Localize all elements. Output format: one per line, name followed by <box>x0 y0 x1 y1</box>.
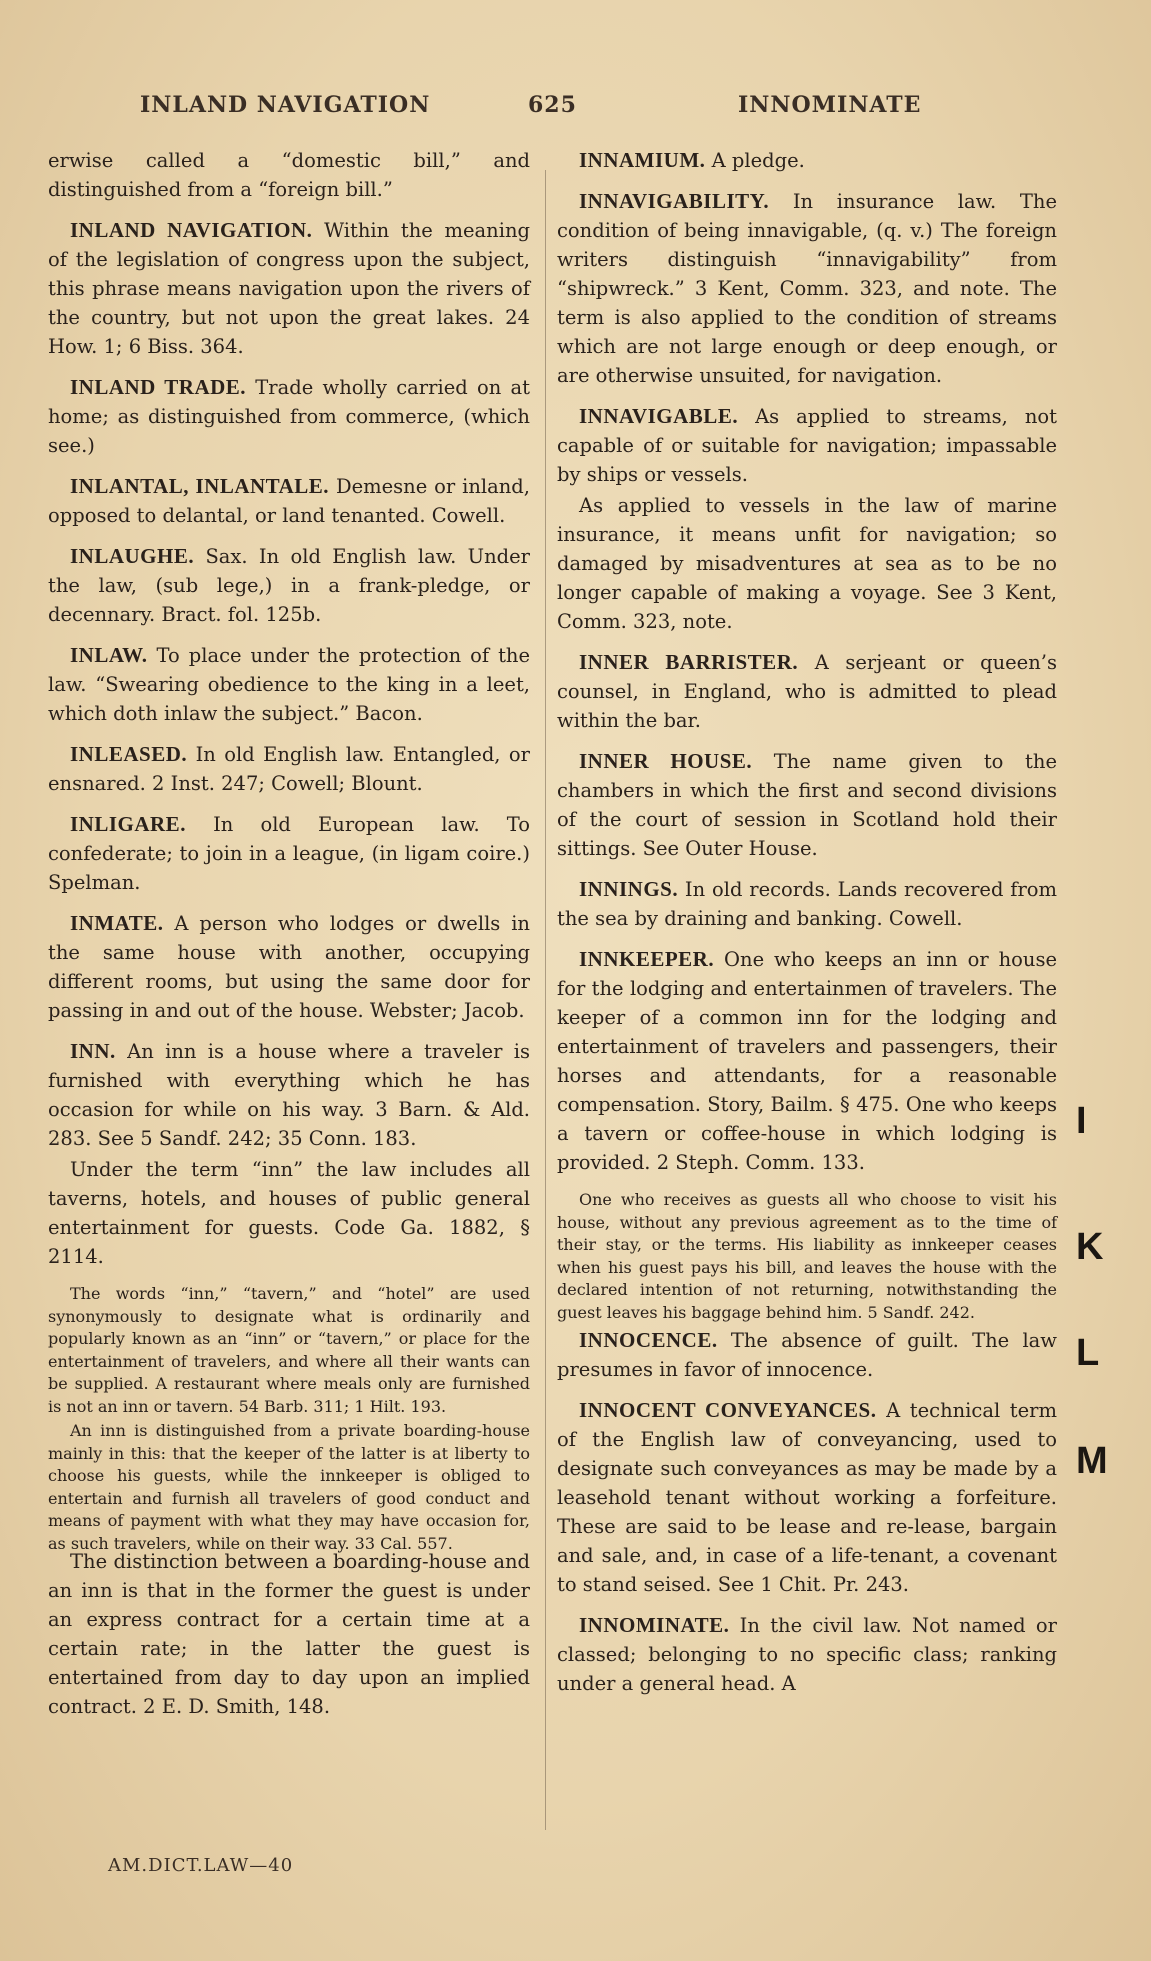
entry-headword: INNKEEPER. <box>579 947 715 971</box>
entry-text: To place under the protection of the law. “Swearing obedience to the king in a leet, which doth inlaw the subject.” Bacon. <box>48 644 531 725</box>
entry-text: Within the meaning of the legislation of congress upon the subject, this phrase means navigation upon the rivers of the country, but not upon the great lakes. 24 How. 1; 6 Biss. 364. <box>48 219 530 358</box>
dictionary-entry <box>557 945 1057 1177</box>
entry-note <box>557 1189 1057 1324</box>
entry-text: Demesne or inland, opposed to delantal, or land tenanted. Cowell. <box>48 475 530 527</box>
entry-headword: INNAMIUM. <box>579 148 706 172</box>
dictionary-entry <box>48 810 530 897</box>
entry-headword: INLAW. <box>70 643 148 667</box>
entry-note <box>48 1283 530 1418</box>
column-divider <box>545 170 546 1830</box>
entry-text: In old records. Lands recovered from the sea by draining and banking. Cowell. <box>557 878 1058 930</box>
header-left-guide-word: INLAND NAVIGATION <box>140 92 431 118</box>
dictionary-entry <box>48 641 530 728</box>
entry-text: Under the term “inn” the law includes all taverns, hotels, and houses of public general entertainment for guests. Code Ga. 1882, § 2114. <box>48 1158 530 1268</box>
entry-headword: INLAUGHE. <box>70 544 195 568</box>
entry-paragraph <box>48 1547 530 1721</box>
entry-headword: INN. <box>70 1039 116 1063</box>
entry-text: An inn is a house where a traveler is furnished with everything which he has occasion for while on his way. 3 Barn. & Ald. 283. See 5 Sandf. 242; 35 Conn. 183. <box>48 1040 530 1150</box>
dictionary-entry <box>557 747 1057 863</box>
page-number: 625 <box>528 92 577 118</box>
entry-headword: INMATE. <box>70 911 164 935</box>
dictionary-entry <box>557 648 1057 735</box>
dictionary-entry <box>557 402 1057 489</box>
entry-text: In old European law. To confederate; to join in a league, (in ligam coire.) Spelman. <box>48 813 531 894</box>
entry-headword: INNER BARRISTER. <box>579 650 799 674</box>
dictionary-entry <box>557 1326 1057 1384</box>
entry-text: The distinction between a boarding-house and an inn is that in the former the guest is under an express contract for a certain time at a certain rate; in the latter the guest is entertained from day to day upon an implied contract. 2 E. D. Smith, 148. <box>48 1550 530 1718</box>
entry-text: As applied to vessels in the law of marine insurance, it means unfit for navigation; so damaged by misadventures at sea as to be no longer capable of making a voyage. See 3 Kent, Comm. 323, note. <box>557 494 1057 633</box>
dictionary-entry <box>48 909 530 1025</box>
entry-text: In old English law. Entangled, or ensnared. 2 Inst. 247; Cowell; Blount. <box>48 743 530 795</box>
entry-text: One who keeps an inn or house for the lodging and entertainmen of travelers. The keeper of a common inn for the lodging and entertainment of travelers and passengers, their horses and attendants, for a reasonable compensation. Story, Bailm. § 475. One who keeps a tavern or coffee-house in which lodging is provided. 2 Steph. Comm. 133. <box>557 948 1057 1174</box>
running-header <box>0 92 1151 126</box>
dictionary-entry <box>48 542 530 629</box>
entry-text: A serjeant or queen’s counsel, in England, who is admitted to plead within the bar. <box>557 651 1057 732</box>
entry-text: Sax. In old English law. Under the law, (sub lege,) in a frank-pledge, or decennary. Bract. fol. 125b. <box>48 545 531 626</box>
entry-text: Trade wholly carried on at home; as distinguished from commerce, (which see.) <box>48 376 530 457</box>
entry-text: erwise called a “domestic bill,” and distinguished from a “foreign bill.” <box>48 149 530 201</box>
entry-text: A pledge. <box>711 149 805 172</box>
entry-headword: INNAVIGABILITY. <box>579 189 770 213</box>
entry-headword: INNOMINATE. <box>579 1613 730 1637</box>
entry-headword: INNAVIGABLE. <box>579 404 739 428</box>
dictionary-entry <box>48 740 530 798</box>
right-column <box>557 146 1057 1710</box>
thumb-index-tab-i[interactable]: I <box>1076 1100 1087 1142</box>
entry-headword: INLIGARE. <box>70 812 186 836</box>
header-right-guide-word: INNOMINATE <box>738 92 922 118</box>
entry-text: A person who lodges or dwells in the same house with another, occupying different rooms, but using the same door for passing in and out of the house. Webster; Jacob. <box>48 912 530 1022</box>
entry-headword: INNINGS. <box>579 877 679 901</box>
dictionary-entry <box>557 875 1057 933</box>
entry-headword: INLAND TRADE. <box>70 375 247 399</box>
continued-text <box>48 146 530 204</box>
thumb-index-tab-m[interactable]: M <box>1076 1440 1108 1482</box>
signature-mark: AM.DICT.LAW—40 <box>108 1855 294 1876</box>
left-column <box>48 146 530 1733</box>
entry-text: In the civil law. Not named or classed; belonging to no specific class; ranking under a general head. A <box>557 1614 1057 1695</box>
dictionary-entry <box>557 1396 1057 1599</box>
entry-headword: INLANTAL, INLANTALE. <box>70 474 330 498</box>
entry-paragraph <box>48 1155 530 1271</box>
entry-text: One who receives as guests all who choose to visit his house, without any previous agreement as to the time of their stay, or the terms. His liability as innkeeper ceases when his guest pays his bill, and leaves the house with the declared intention of not returning, notwithstanding the guest leaves his baggage behind him. 5 Sandf. 242. <box>557 1190 1057 1322</box>
dictionary-entry <box>48 373 530 460</box>
entry-text: As applied to streams, not capable of or suitable for navigation; impassable by ships or vessels. <box>557 405 1057 486</box>
entry-headword: INNER HOUSE. <box>579 749 753 773</box>
entry-headword: INLAND NAVIGATION. <box>70 218 313 242</box>
entry-text: The name given to the chambers in which the first and second divisions of the court of session in Scotland hold their sittings. See Outer House. <box>557 750 1057 860</box>
dictionary-entry <box>48 472 530 530</box>
entry-paragraph <box>557 491 1057 636</box>
entry-text: The words “inn,” “tavern,” and “hotel” are used synonymously to designate what is ordinarily and popularly known as an “inn” or “tavern,” or place for the entertainment of travelers, and where all their wants can be supplied. A restaurant where meals only are furnished is not an inn or tavern. 54 Barb. 311; 1 Hilt. 193. <box>48 1284 530 1416</box>
dictionary-entry <box>557 146 1057 175</box>
dictionary-entry <box>48 1037 530 1153</box>
thumb-index-tab-k[interactable]: K <box>1076 1226 1104 1268</box>
thumb-index-tab-l[interactable]: L <box>1076 1332 1100 1374</box>
dictionary-entry <box>557 187 1057 390</box>
entry-text: A technical term of the English law of conveyancing, used to designate such conveyances as may be made by a leasehold tenant without working a forfeiture. These are said to be lease and re-lease, bargain and sale, and, in case of a life-tenant, a covenant to stand seised. See 1 Chit. Pr. 243. <box>557 1399 1057 1596</box>
entry-note <box>48 1420 530 1555</box>
dictionary-entry <box>557 1611 1057 1698</box>
entry-headword: INNOCENCE. <box>579 1328 718 1352</box>
dictionary-entry <box>48 216 530 361</box>
entry-text: An inn is distinguished from a private boarding-house mainly in this: that the keeper of the latter is at liberty to choose his guests, while the innkeeper is obliged to entertain and furnish all travelers of good conduct and means of payment with what they may have occasion for, as such travelers, while on their way. 33 Cal. 557. <box>48 1421 530 1553</box>
entry-text: In insurance law. The condition of being innavigable, (q. v.) The foreign writers distinguish “innavigability” from “shipwreck.” 3 Kent, Comm. 323, and note. The term is also applied to the condition of streams which are not large enough or deep enough, or are otherwise unsuited, for navigation. <box>557 190 1058 387</box>
entry-headword: INLEASED. <box>70 742 188 766</box>
entry-headword: INNOCENT CONVEYANCES. <box>579 1398 877 1422</box>
entry-text: The absence of guilt. The law presumes in favor of innocence. <box>557 1329 1057 1381</box>
